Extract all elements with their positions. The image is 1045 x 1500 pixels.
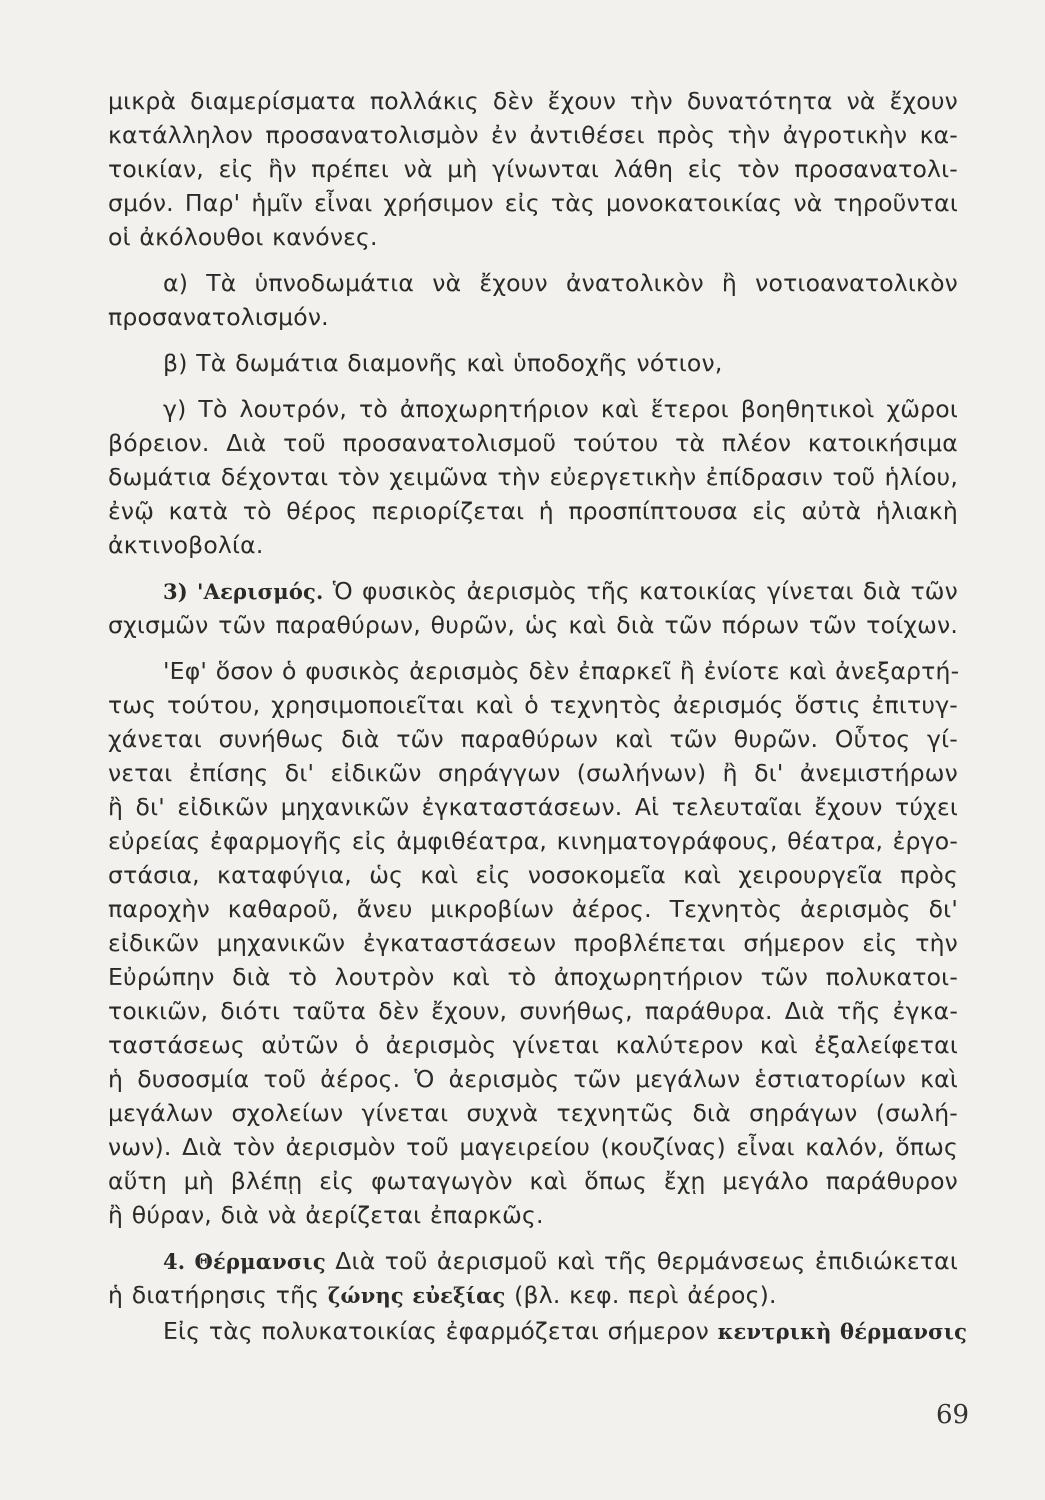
text-line: τοικίαν, εἰς ἣν πρέπει νὰ μὴ γίνωνται λάθη εἰς τὸν προσανατολι- bbox=[108, 155, 958, 183]
text-span: Διὰ τοῦ ἀερισμοῦ καὶ τῆς θερμάνσεως ἐπιδιώκεται bbox=[325, 1247, 958, 1275]
text-line: τως τούτου, χρησιμοποιεῖται καὶ ὁ τεχνητὸς ἀερισμός ὅστις ἐπιτυγ- bbox=[108, 691, 958, 719]
text-line: χάνεται συνήθως διὰ τῶν παραθύρων καὶ τῶν θυρῶν. Οὗτος γί- bbox=[108, 725, 958, 753]
text-span: (βλ. κεφ. περὶ ἀέρος). bbox=[505, 1281, 777, 1309]
text-line: ἢ θύραν, διὰ νὰ ἀερίζεται ἐπαρκῶς. bbox=[108, 1201, 544, 1229]
text-line: 'Εφ' ὅσον ὁ φυσικὸς ἀερισμὸς δὲν ἐπαρκεῖ ἢ ἐνίοτε καὶ ἀνεξαρτή- bbox=[163, 657, 960, 685]
text-span: Ὁ φυσικὸς ἀερισμὸς τῆς κατοικίας γίνεται διὰ τῶν bbox=[323, 577, 958, 605]
text-line: προσανατολισμόν. bbox=[108, 303, 329, 331]
section-heading-ventilation: 3) 'Αερισμός. bbox=[163, 579, 324, 604]
text-line: οἱ ἀκόλουθοι κανόνες. bbox=[108, 223, 378, 251]
text-line: σμόν. Παρ' ἡμῖν εἶναι χρήσιμον εἰς τὰς μονοκατοικίας νὰ τηροῦνται bbox=[108, 189, 958, 217]
text-line: κατάλληλον προσανατολισμὸν ἐν ἀντιθέσει πρὸς τὴν ἀγροτικὴν κα- bbox=[108, 121, 958, 149]
text-line: β) Τὰ δωμάτια διαμονῆς καὶ ὑποδοχῆς νότιον, bbox=[163, 349, 723, 377]
text-line: γ) Τὸ λουτρόν, τὸ ἀποχωρητήριον καὶ ἕτεροι βοηθητικοὶ χῶροι bbox=[163, 395, 958, 423]
text-line: μεγάλων σχολείων γίνεται συχνὰ τεχνητῶς διὰ σηράγων (σωλή- bbox=[108, 1099, 958, 1127]
text-line: ἀκτινοβολία. bbox=[108, 531, 264, 559]
text-line: αὕτη μὴ βλέπῃ εἰς φωταγωγὸν καὶ ὅπως ἔχῃ μεγάλο παράθυρον bbox=[108, 1167, 958, 1195]
text-line bbox=[108, 1244, 958, 1278]
text-line: ταστάσεως αὐτῶν ὁ ἀερισμὸς γίνεται καλύτερον καὶ ἐξαλείφεται bbox=[108, 1031, 958, 1059]
text-line: σχισμῶν τῶν παραθύρων, θυρῶν, ὡς καὶ διὰ τῶν πόρων τῶν τοίχων. bbox=[108, 611, 958, 639]
text-line: βόρειον. Διὰ τοῦ προσανατολισμοῦ τούτου τὰ πλέον κατοικήσιμα bbox=[108, 429, 958, 457]
text-line bbox=[108, 1314, 968, 1348]
text-line: δωμάτια δέχονται τὸν χειμῶνα τὴν εὐεργετικὴν ἐπίδρασιν τοῦ ἡλίου, bbox=[108, 463, 958, 491]
emphasis-central-heating: κεντρικὴ θέρμανσις bbox=[717, 1319, 968, 1344]
text-line: παροχὴν καθαροῦ, ἄνευ μικροβίων ἀέρος. Τεχνητὸς ἀερισμὸς δι' bbox=[108, 895, 958, 923]
section-heading-heating: 4. Θέρμανσις bbox=[163, 1249, 326, 1274]
text-span: Εἰς τὰς πολυκατοικίας ἐφαρμόζεται σήμερον bbox=[163, 1317, 718, 1345]
text-line: εἰδικῶν μηχανικῶν ἐγκαταστάσεων προβλέπεται σήμερον εἰς τὴν bbox=[108, 929, 958, 957]
emphasis-comfort-zone: ζώνης εὐεξίας bbox=[327, 1283, 506, 1308]
text-line: στάσια, καταφύγια, ὡς καὶ εἰς νοσοκομεῖα καὶ χειρουργεῖα πρὸς bbox=[108, 861, 958, 889]
text-line: Εὐρώπην διὰ τὸ λουτρὸν καὶ τὸ ἀποχωρητήριον τῶν πολυκατοι- bbox=[108, 963, 958, 991]
text-line bbox=[108, 574, 958, 608]
text-span: ἡ διατήρησις τῆς bbox=[108, 1281, 328, 1309]
text-line: μικρὰ διαμερίσματα πολλάκις δὲν ἔχουν τὴν δυνατότητα νὰ ἔχουν bbox=[108, 87, 958, 115]
text-line: ἐνῷ κατὰ τὸ θέρος περιορίζεται ἡ προσπίπτουσα εἰς αὐτὰ ἡλιακὴ bbox=[108, 497, 958, 525]
text-line: εὐρείας ἐφαρμογῆς εἰς ἀμφιθέατρα, κινηματογράφους, θέατρα, ἐργο- bbox=[108, 827, 958, 855]
text-line: ἡ δυσοσμία τοῦ ἀέρος. Ὁ ἀερισμὸς τῶν μεγάλων ἑστιατορίων καὶ bbox=[108, 1065, 958, 1093]
text-line: νων). Διὰ τὸν ἀερισμὸν τοῦ μαγειρείου (κουζίνας) εἶναι καλόν, ὅπως bbox=[108, 1133, 958, 1161]
text-line bbox=[108, 1278, 958, 1312]
page-body bbox=[108, 84, 968, 1348]
text-line: α) Τὰ ὑπνοδωμάτια νὰ ἔχουν ἀνατολικὸν ἢ νοτιοανατολικὸν bbox=[163, 269, 958, 297]
text-line: τοικιῶν, διότι ταῦτα δὲν ἔχουν, συνήθως, παράθυρα. Διὰ τῆς ἐγκα- bbox=[108, 997, 958, 1025]
page-number: 69 bbox=[936, 1400, 970, 1430]
text-line: νεται ἐπίσης δι' εἰδικῶν σηράγγων (σωλήνων) ἢ δι' ἀνεμιστήρων bbox=[108, 759, 958, 787]
text-line: ἢ δι' εἰδικῶν μηχανικῶν ἐγκαταστάσεων. Αἱ τελευταῖαι ἔχουν τύχει bbox=[108, 793, 958, 821]
